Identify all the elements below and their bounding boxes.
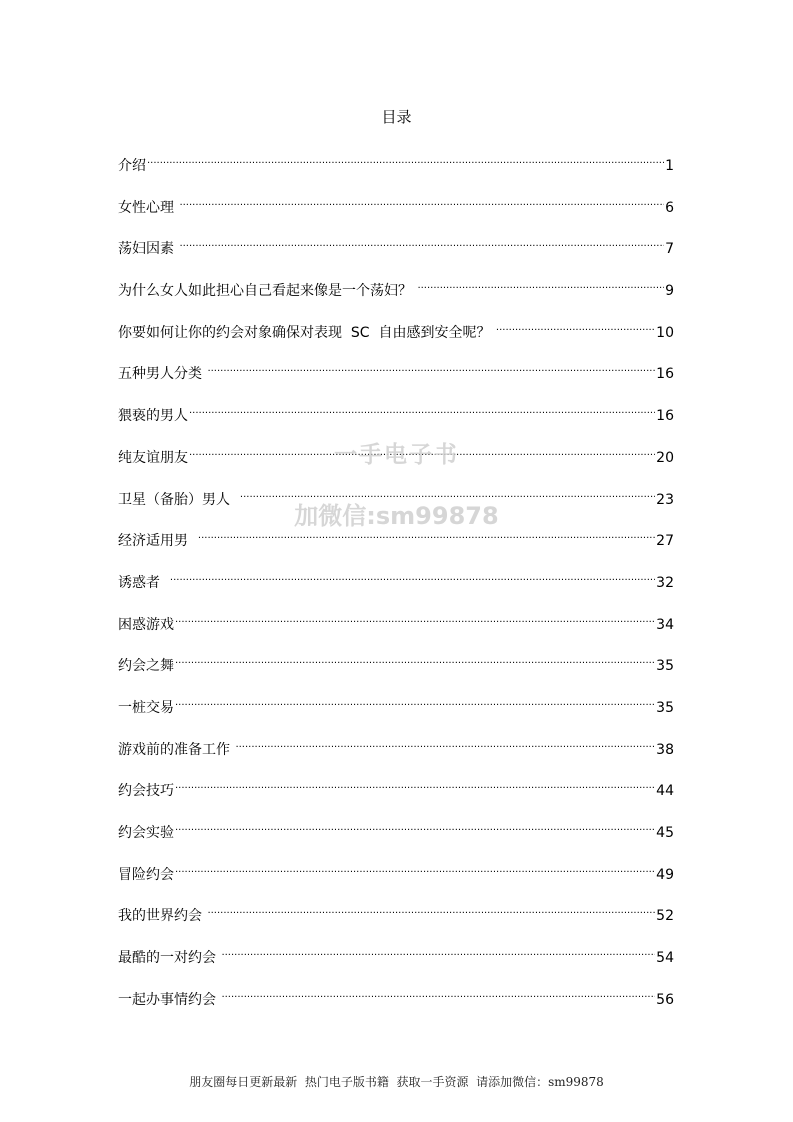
toc-entry-page: 49 <box>656 866 674 883</box>
toc-entry-page: 34 <box>656 616 674 633</box>
toc-entry-confusion-game[interactable] <box>118 607 674 649</box>
toc-entry-label: 为什么女人如此担心自己看起来像是一个荡妇？ <box>118 283 417 300</box>
toc-entry-slut-factor[interactable] <box>118 231 674 273</box>
toc-entry-page: 16 <box>656 366 674 383</box>
toc-entry-seducer[interactable] <box>118 565 674 607</box>
toc-entry-page: 52 <box>656 908 674 925</box>
toc-entry-page: 38 <box>656 741 674 758</box>
toc-leader-dots <box>496 315 655 337</box>
toc-entry-page: 56 <box>656 991 674 1008</box>
toc-entry-page: 7 <box>665 241 674 258</box>
toc-entry-label: 诱惑者 <box>118 574 169 591</box>
toc-entry-page: 32 <box>656 574 674 591</box>
toc-entry-page: 16 <box>656 408 674 425</box>
toc-entry-dating-skills[interactable] <box>118 773 674 815</box>
toc-entry-label: 你要如何让你的约会对象确保对表现 SC 自由感到安全呢？ <box>118 324 495 341</box>
toc-entry-label: 最酷的一对约会 <box>118 950 221 967</box>
toc-leader-dots <box>175 815 655 837</box>
toc-entry-label: 一桩交易 <box>118 699 174 716</box>
toc-entry-label: 五种男人分类 <box>118 366 207 383</box>
toc-entry-page: 20 <box>656 449 674 466</box>
toc-entry-label: 困惑游戏 <box>118 616 174 633</box>
toc-leader-dots <box>175 857 655 879</box>
toc-entry-label: 介绍 <box>118 158 146 174</box>
toc-leader-dots <box>175 690 655 712</box>
toc-leader-dots <box>207 356 655 378</box>
toc-leader-dots <box>417 273 664 295</box>
toc-leader-dots <box>207 898 655 920</box>
toc-entry-five-types-of-men[interactable] <box>118 356 674 398</box>
toc-leader-dots <box>179 231 664 253</box>
toc-entry-label: 一起办事情约会 <box>118 991 221 1008</box>
toc-entry-pre-game-prep[interactable] <box>118 732 674 774</box>
toc-entry-female-psychology[interactable] <box>118 190 674 232</box>
toc-leader-dots <box>189 398 655 420</box>
toc-entry-label: 我的世界约会 <box>118 908 207 925</box>
toc-entry-page: 45 <box>656 825 674 841</box>
toc-entry-dating-dance[interactable] <box>118 648 674 690</box>
toc-entry-dating-experiment[interactable] <box>118 815 674 857</box>
toc-entry-why-women-worry[interactable] <box>118 273 674 315</box>
toc-entry-a-deal[interactable] <box>118 690 674 732</box>
toc-leader-dots <box>235 732 655 754</box>
toc-entry-label: 纯友谊朋友 <box>118 449 188 466</box>
toc-entry-coolest-couple-date[interactable] <box>118 940 674 982</box>
toc-entry-label: 经济适用男 <box>118 533 197 550</box>
toc-leader-dots <box>221 940 655 962</box>
watermark-line-1: 一手电子书 <box>334 442 459 468</box>
toc-entry-label: 约会之舞 <box>118 658 174 675</box>
toc-title: 目录 <box>381 108 412 126</box>
page-footer: 朋友圈每日更新最新 热门电子版书籍 获取一手资源 请添加微信：sm99878 <box>189 1075 604 1089</box>
toc-entry-label: 猥亵的男人 <box>118 408 188 425</box>
toc-leader-dots <box>221 982 655 1004</box>
toc-entry-page: 54 <box>656 950 674 967</box>
toc-entry-my-world-date[interactable] <box>118 898 674 940</box>
toc-leader-dots <box>179 190 664 212</box>
toc-entry-page: 1 <box>665 158 674 174</box>
watermark-line-2: 加微信:sm99878 <box>294 502 499 530</box>
toc-entry-intro[interactable] <box>118 148 674 190</box>
toc-entry-page: 35 <box>656 658 674 675</box>
toc-entry-label: 约会实验 <box>118 825 174 841</box>
toc-entry-page: 23 <box>656 491 674 508</box>
toc-entry-creepy-man[interactable] <box>118 398 674 440</box>
toc-leader-dots <box>175 648 655 670</box>
toc-entry-label: 游戏前的准备工作 <box>118 741 235 758</box>
toc-entry-label: 约会技巧 <box>118 783 174 800</box>
toc-entry-adventure-date[interactable] <box>118 857 674 899</box>
toc-entry-page: 9 <box>665 283 674 300</box>
toc-entry-page: 6 <box>665 199 674 216</box>
toc-entry-page: 35 <box>656 699 674 716</box>
toc-list <box>118 148 674 1023</box>
toc-entry-label: 女性心理 <box>118 199 179 216</box>
toc-entry-label: 荡妇因素 <box>118 241 179 258</box>
toc-entry-label: 冒险约会 <box>118 866 174 883</box>
toc-entry-errand-date[interactable] <box>118 982 674 1024</box>
toc-leader-dots <box>175 773 655 795</box>
toc-entry-label: 卫星（备胎）男人 <box>118 491 239 508</box>
toc-leader-dots <box>147 148 664 170</box>
toc-leader-dots <box>175 607 655 629</box>
toc-entry-make-date-feel-safe[interactable] <box>118 315 674 357</box>
toc-leader-dots <box>170 565 655 587</box>
toc-entry-page: 10 <box>656 324 674 341</box>
toc-entry-page: 44 <box>656 783 674 800</box>
toc-entry-page: 27 <box>656 533 674 550</box>
